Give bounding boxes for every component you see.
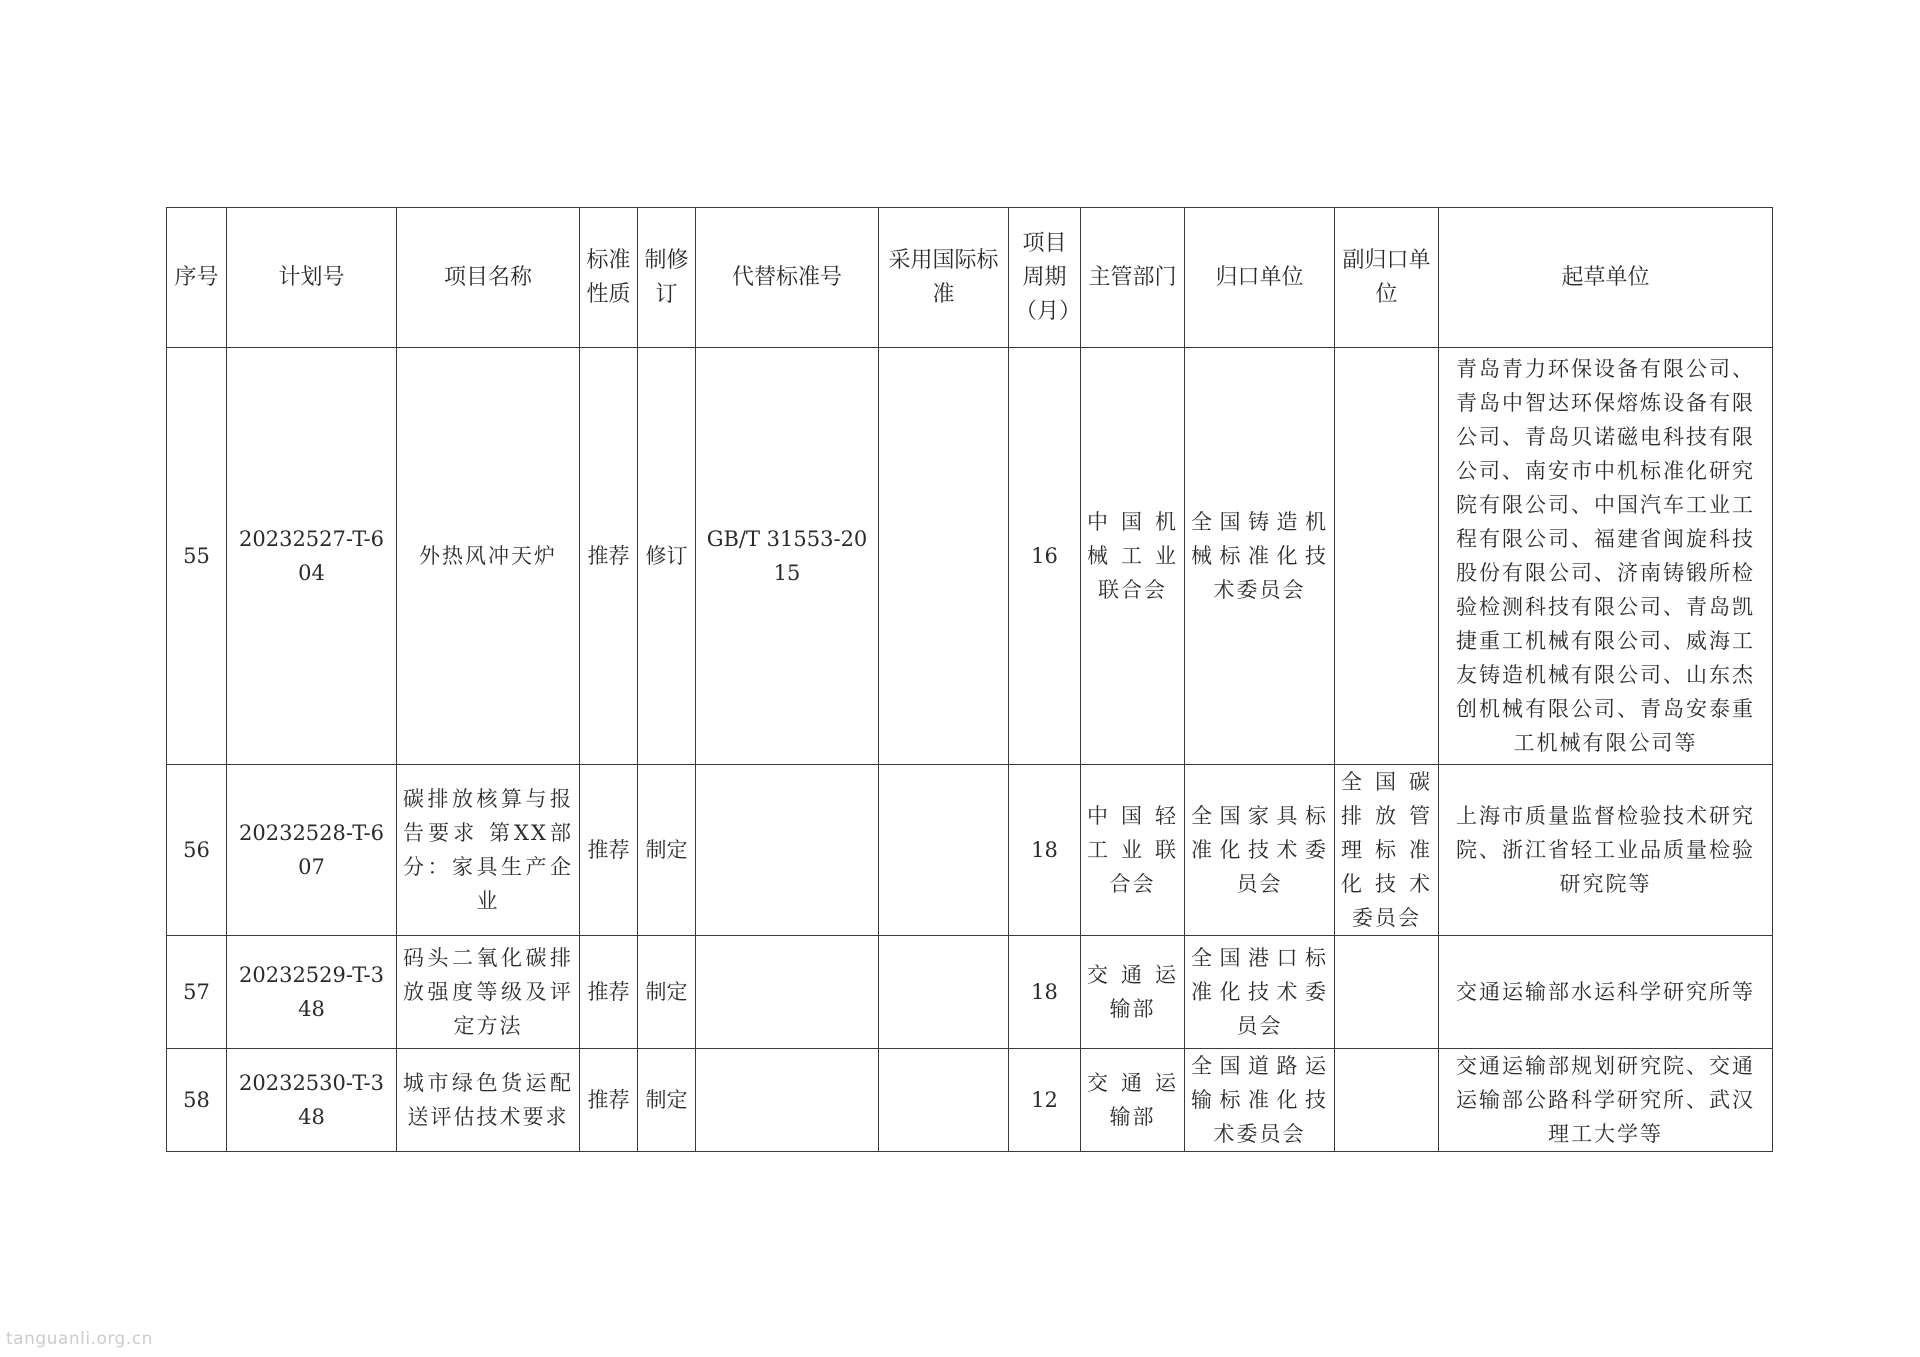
- header-competent-dept: 主管部门: [1081, 208, 1185, 348]
- cell-revision: 制定: [638, 1049, 696, 1152]
- cell-period: 18: [1009, 765, 1081, 936]
- cell-period: 16: [1009, 348, 1081, 765]
- cell-std-nature: 推荐: [580, 348, 638, 765]
- table-row: [167, 1049, 1773, 1152]
- cell-project-name: 碳排放核算与报告要求 第XX部分：家具生产企业: [397, 765, 580, 936]
- cell-intl-std: [879, 348, 1009, 765]
- cell-deputy-committee: [1335, 348, 1439, 765]
- cell-std-nature: 推荐: [580, 1049, 638, 1152]
- cell-revision: 制定: [638, 765, 696, 936]
- cell-plan-no: 20232529-T-348: [227, 936, 397, 1049]
- cell-drafting-units: 交通运输部水运科学研究所等: [1439, 936, 1773, 1049]
- cell-period: 12: [1009, 1049, 1081, 1152]
- cell-deputy-committee: [1335, 936, 1439, 1049]
- header-drafting-units: 起草单位: [1439, 208, 1773, 348]
- cell-plan-no: 20232530-T-348: [227, 1049, 397, 1152]
- cell-tech-committee: 全国道路运输标准化技术委员会: [1185, 1049, 1335, 1152]
- cell-replaced-std: GB/T 31553-2015: [696, 348, 879, 765]
- standards-plan-table: [166, 207, 1773, 1152]
- header-std-nature: 标准性质: [580, 208, 638, 348]
- cell-revision: 修订: [638, 348, 696, 765]
- cell-seq: 56: [167, 765, 227, 936]
- cell-intl-std: [879, 765, 1009, 936]
- cell-intl-std: [879, 936, 1009, 1049]
- header-plan-no: 计划号: [227, 208, 397, 348]
- cell-plan-no: 20232527-T-604: [227, 348, 397, 765]
- cell-drafting-units: 上海市质量监督检验技术研究院、浙江省轻工业品质量检验研究院等: [1439, 765, 1773, 936]
- cell-tech-committee: 全国铸造机械标准化技术委员会: [1185, 348, 1335, 765]
- header-seq: 序号: [167, 208, 227, 348]
- cell-replaced-std: [696, 1049, 879, 1152]
- cell-drafting-units: 交通运输部规划研究院、交通运输部公路科学研究所、武汉理工大学等: [1439, 1049, 1773, 1152]
- cell-plan-no: 20232528-T-607: [227, 765, 397, 936]
- cell-revision: 制定: [638, 936, 696, 1049]
- header-period: 项目周期（月）: [1009, 208, 1081, 348]
- cell-deputy-committee: [1335, 1049, 1439, 1152]
- cell-seq: 58: [167, 1049, 227, 1152]
- table-row: [167, 348, 1773, 765]
- header-intl-std: 采用国际标准: [879, 208, 1009, 348]
- cell-project-name: 外热风冲天炉: [397, 348, 580, 765]
- header-tech-committee: 归口单位: [1185, 208, 1335, 348]
- watermark-text: tanguanli.org.cn: [6, 1329, 153, 1349]
- table-row: [167, 936, 1773, 1049]
- cell-period: 18: [1009, 936, 1081, 1049]
- header-row: [167, 208, 1773, 348]
- cell-competent-dept: 中国轻工业联合会: [1081, 765, 1185, 936]
- cell-project-name: 码头二氧化碳排放强度等级及评定方法: [397, 936, 580, 1049]
- cell-seq: 55: [167, 348, 227, 765]
- table-row: [167, 765, 1773, 936]
- header-revision: 制修订: [638, 208, 696, 348]
- cell-deputy-committee: 全国碳排放管理标准化技术委员会: [1335, 765, 1439, 936]
- cell-tech-committee: 全国家具标准化技术委员会: [1185, 765, 1335, 936]
- cell-replaced-std: [696, 765, 879, 936]
- cell-tech-committee: 全国港口标准化技术委员会: [1185, 936, 1335, 1049]
- cell-competent-dept: 交通运输部: [1081, 936, 1185, 1049]
- cell-competent-dept: 交通运输部: [1081, 1049, 1185, 1152]
- header-deputy-committee: 副归口单位: [1335, 208, 1439, 348]
- cell-drafting-units: 青岛青力环保设备有限公司、青岛中智达环保熔炼设备有限公司、青岛贝诺磁电科技有限公司、南安市中机标准化研究院有限公司、中国汽车工业工程有限公司、福建省闽旋科技股份有限公司、济南铸锻所检验检测科技有限公司、青岛凯捷重工机械有限公司、威海工友铸造机械有限公司、山东杰创机械有限公司、青岛安泰重工机械有限公司等: [1439, 348, 1773, 765]
- cell-replaced-std: [696, 936, 879, 1049]
- cell-seq: 57: [167, 936, 227, 1049]
- cell-project-name: 城市绿色货运配送评估技术要求: [397, 1049, 580, 1152]
- cell-std-nature: 推荐: [580, 936, 638, 1049]
- header-replaced-std: 代替标准号: [696, 208, 879, 348]
- cell-competent-dept: 中国机械工业联合会: [1081, 348, 1185, 765]
- cell-intl-std: [879, 1049, 1009, 1152]
- header-project-name: 项目名称: [397, 208, 580, 348]
- cell-std-nature: 推荐: [580, 765, 638, 936]
